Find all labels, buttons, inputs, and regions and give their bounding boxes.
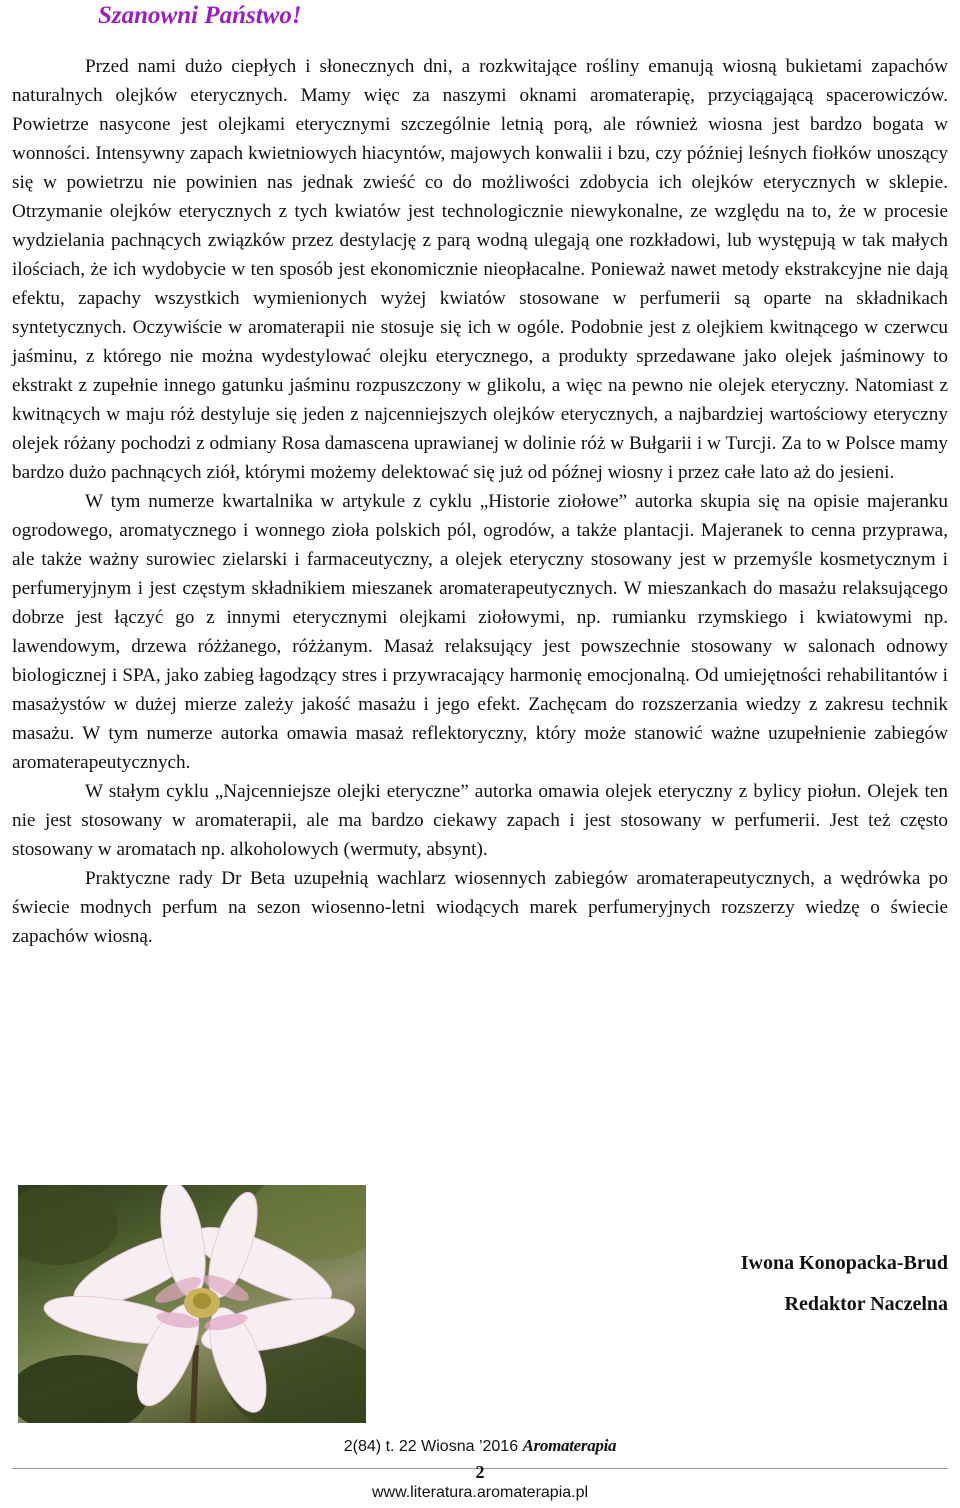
- footer-issue-line: [0, 1436, 960, 1456]
- magnolia-flower-icon: [18, 1185, 366, 1423]
- greeting-heading: Szanowni Państwo!: [98, 2, 302, 29]
- paragraph-4: Praktyczne rady Dr Beta uzupełnią wachlarz wiosennych zabiegów aromaterapeutycznych, a wędrówka po świecie modnych perfum na sezon wiosenno-letni wiodących marek perfumeryjnych rozszerzy wiedzę o świecie zapachów wiosną.: [12, 868, 948, 947]
- footer-url[interactable]: www.literatura.aromaterapia.pl: [371, 1484, 589, 1501]
- paragraph-3: W stałym cyklu „Najcenniejsze olejki eteryczne” autorka omawia olejek eteryczny z bylicy piołun. Olejek ten nie jest stosowany w aromaterapii, ale ma bardzo ciekawy zapach i jest stosowany w perfumerii. Jest też często stosowany w aromatach np. alkoholowych (wermuty, absynt).: [12, 781, 948, 860]
- signature-block: [741, 1252, 948, 1334]
- magnolia-flower-photo: [18, 1185, 366, 1423]
- paragraph-2: W tym numerze kwartalnika w artykule z cyklu „Historie ziołowe” autorka skupia się na opisie majeranku ogrodowego, aromatycznego i wonnego zioła polskich pól, ogrodów, a także plantacji. Majeranek to cenna przyprawa, ale także ważny surowiec zielarski i farmaceutyczny, a olejek eteryczny stosowany jest w przemyśle kosmetycznym i perfumeryjnym i jest częstym składnikiem mieszanek aromaterapeutycznych. W mieszankach do masażu relaksującego dobrze jest łączyć go z innymi eterycznymi olejkami ziołowymi, np. rumianku rzymskiego i kwiatowymi np. lawendowym, drzewa różżanego, różżanym. Masaż relaksujący jest powszechnie stosowany w salonach odnowy biologicznej i SPA, jako zabieg łagodzący stres i przywracający harmonię emocjonalną. Od umiejętności rehabilitantów i masażystów w dużej mierze zależy jakość masażu i jego efekt. Zachęcam do rozszerzania wiedzy z zakresu technik masażu. W tym numerze autorka omawia masaż reflektoryczny, który może stanowić ważne uzupełnienie zabiegów aromaterapeutycznych.: [12, 491, 948, 773]
- aromaterapia-logo: Aromaterapia: [522, 1436, 617, 1455]
- page-number: 2: [475, 1462, 485, 1482]
- issue-info: 2(84) t. 22 Wiosna ’2016: [343, 1438, 519, 1455]
- paragraph-1: Przed nami dużo ciepłych i słonecznych dni, a rozkwitające rośliny emanują wiosną bukietami zapachów naturalnych olejków eterycznych. Mamy więc za naszymi oknami aromaterapię, przyciągającą spacerowiczów. Powietrze nasycone jest olejkami eterycznymi szczególnie letnią porą, ale również wiosna jest bardzo bogata w wonności. Intensywny zapach kwietniowych hiacyntów, majowych konwalii i bzu, czy później leśnych fiołków unoszący się w powietrzu nie powinien nas jednak zwieść co do możliwości zdobycia ich olejków eterycznych w sklepie. Otrzymanie olejków eterycznych z tych kwiatów jest technologicznie niewykonalne, ze względu na to, że w procesie wydzielania pachnących związków przez destylację z parą wodną ulegają one rozkładowi, lub występują w tak małych ilościach, że ich wydobycie w ten sposób jest ekonomicznie nieopłacalne. Ponieważ nawet metody ekstrakcyjne nie dają efektu, zapachy wszystkich wymienionych wyżej kwiatów stosowane w perfumerii są oparte na składnikach syntetycznych. Oczywiście w aromaterapii nie stosuje się ich w ogóle. Podobnie jest z olejkiem kwitnącego w czerwcu jaśminu, z którego nie można wydestylować olejku eterycznego, a produkty sprzedawane jako olejek jaśminowy to ekstrakt z zupełnie innego gatunku jaśminu rozpuszczony w glikolu, a więc na pewno nie olejek eteryczny. Natomiast z kwitnących w maju róż destyluje się jeden z najcenniejszych olejków eterycznych, a najbardziej wartościowy eteryczny olejek różany pochodzi z odmiany Rosa damascena uprawianej w dolinie róż w Bułgarii i w Turcji. Za to w Polsce mamy bardzo dużo pachnących ziół, którymi możemy delektować się już od późnej wiosny i przez całe lato aż do jesieni.: [12, 56, 948, 483]
- editorial-body: [12, 52, 948, 951]
- author-role: Redaktor Naczelna: [784, 1293, 948, 1315]
- author-name: Iwona Konopacka-Brud: [740, 1252, 948, 1274]
